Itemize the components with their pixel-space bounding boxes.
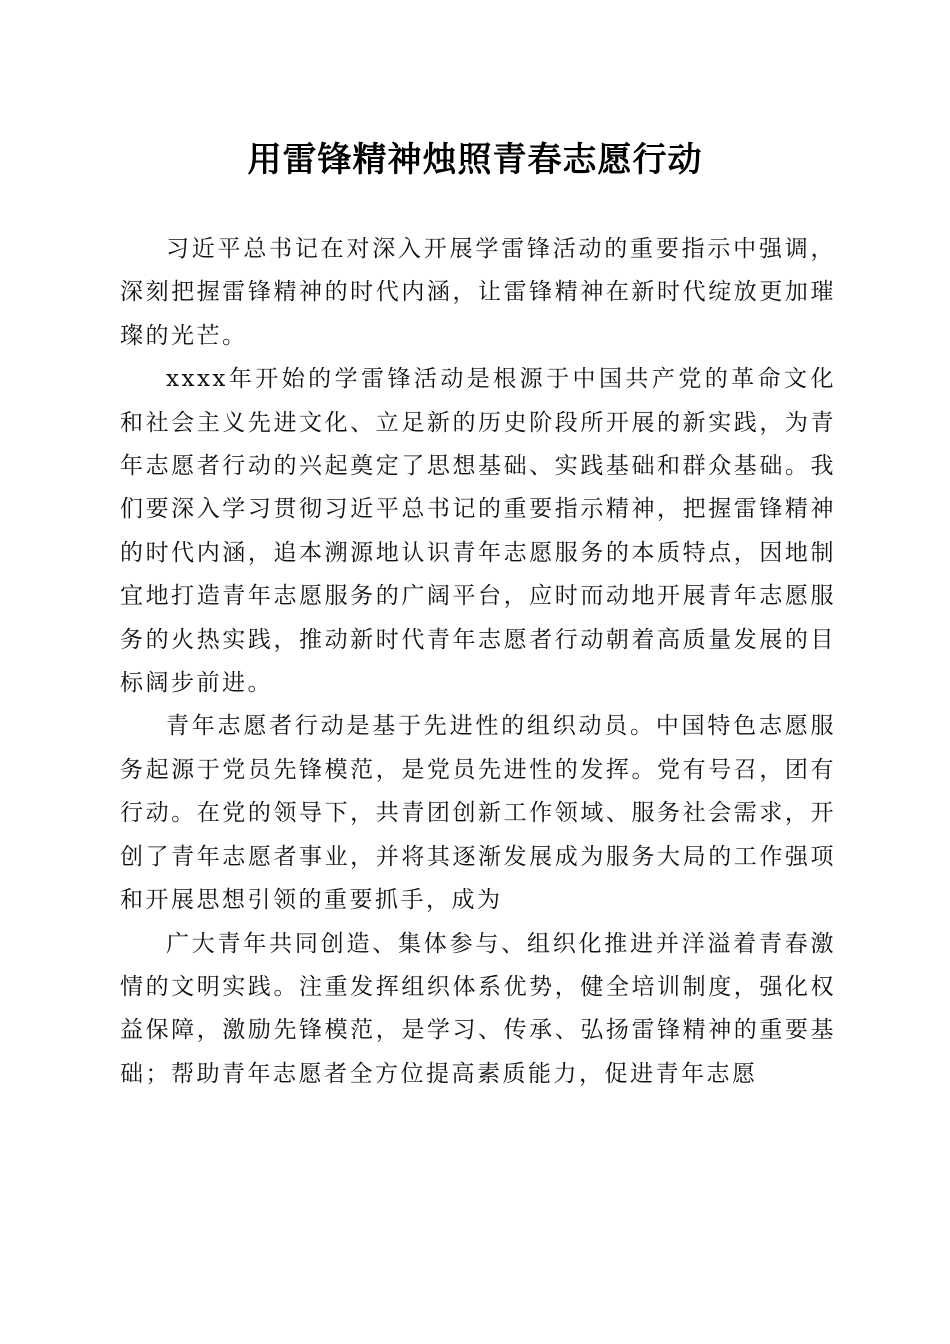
document-title: 用雷锋精神烛照青春志愿行动	[247, 140, 703, 180]
paragraph: 习近平总书记在对深入开展学雷锋活动的重要指示中强调，深刻把握雷锋精神的时代内涵，让雷锋精神在新时代绽放更加璀璨的光芒。	[120, 236, 836, 349]
paragraph: xxxx年开始的学雷锋活动是根源于中国共产党的革命文化和社会主义先进文化、立足新的历史阶段所开展的新实践，为青年志愿者行动的兴起奠定了思想基础、实践基础和群众基础。我们要深入学习贯彻习近平总书记的重要指示精神，把握雷锋精神的时代内涵，追本溯源地认识青年志愿服务的本质特点，因地制宜地打造青年志愿服务的广阔平台，应时而动地开展青年志愿服务的火热实践，推动新时代青年志愿者行动朝着高质量发展的目标阔步前进。	[120, 366, 836, 697]
paragraph: 广大青年共同创造、集体参与、组织化推进并洋溢着青春激情的文明实践。注重发挥组织体系优势，健全培训制度，强化权益保障，激励先锋模范，是学习、传承、弘扬雷锋精神的重要基础；帮助青年志愿者全方位提高素质能力，促进青年志愿	[120, 930, 836, 1087]
paragraph: 青年志愿者行动是基于先进性的组织动员。中国特色志愿服务起源于党员先锋模范，是党员先进性的发挥。党有号召，团有行动。在党的领导下，共青团创新工作领域、服务社会需求，开创了青年志愿者事业，并将其逐渐发展成为服务大局的工作强项和开展思想引领的重要抓手，成为	[120, 713, 836, 914]
document-body	[120, 228, 836, 1096]
